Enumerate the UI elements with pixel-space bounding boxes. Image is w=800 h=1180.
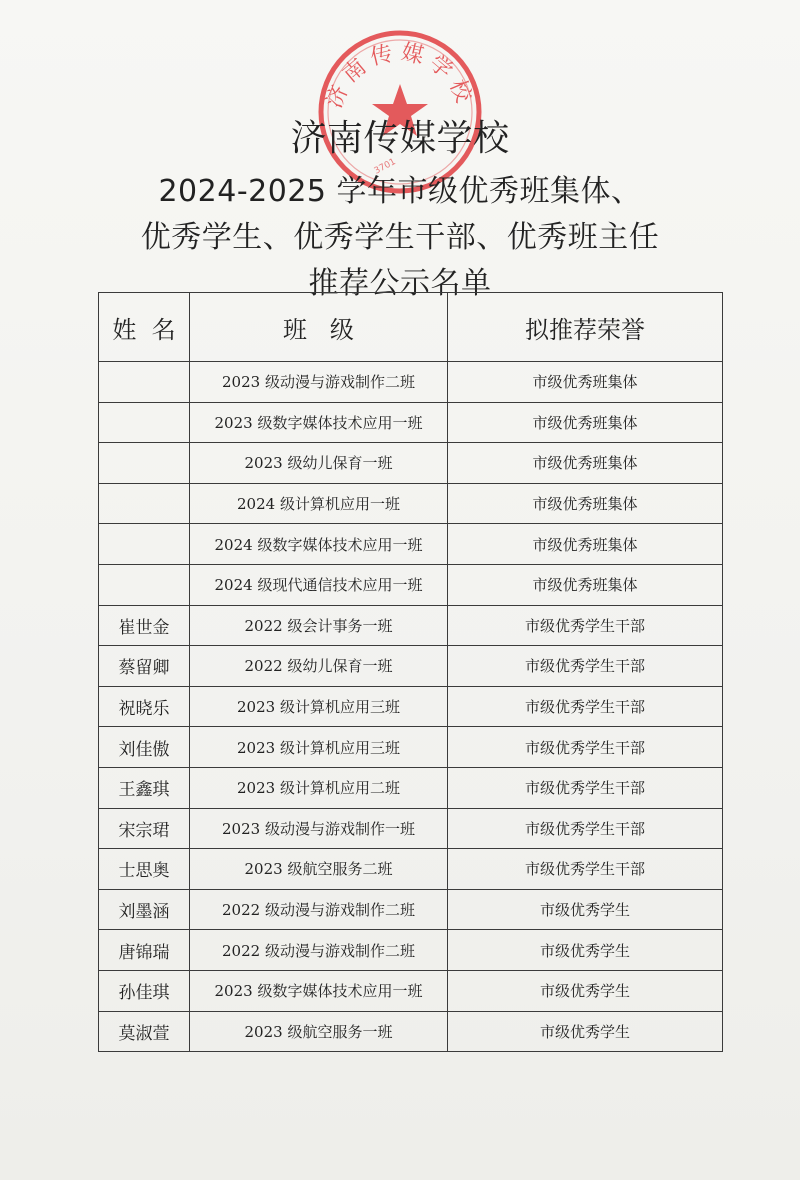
class-cell: 2023 级动漫与游戏制作一班 [190,808,448,849]
name-cell: 莫淑萱 [99,1011,190,1052]
name-cell: 唐锦瑞 [99,930,190,971]
name-cell: 士思奥 [99,849,190,890]
honor-cell: 市级优秀班集体 [448,362,723,403]
honor-cell: 市级优秀班集体 [448,564,723,605]
table-row [99,443,723,484]
name-cell: 崔世金 [99,605,190,646]
honor-cell: 市级优秀学生干部 [448,849,723,890]
class-cell: 2023 级计算机应用三班 [190,686,448,727]
table-header-row [99,293,723,362]
honor-cell: 市级优秀学生干部 [448,646,723,687]
table-row [99,524,723,565]
honor-cell: 市级优秀学生 [448,1011,723,1052]
table-row [99,605,723,646]
table-row [99,849,723,890]
honor-cell: 市级优秀学生干部 [448,808,723,849]
table-row [99,646,723,687]
header-honor: 拟推荐荣誉 [448,293,723,362]
table-row [99,483,723,524]
table-row [99,564,723,605]
name-cell [99,362,190,403]
table-row [99,767,723,808]
header-class: 班 级 [190,293,448,362]
honor-cell: 市级优秀学生干部 [448,686,723,727]
table-row [99,362,723,403]
class-cell: 2024 级数字媒体技术应用一班 [190,524,448,565]
svg-text:济南传媒学校: 济南传媒学校 [321,39,479,112]
name-cell [99,402,190,443]
class-cell: 2023 级计算机应用二班 [190,767,448,808]
class-cell: 2023 级航空服务二班 [190,849,448,890]
class-cell: 2024 级计算机应用一班 [190,483,448,524]
name-cell: 祝晓乐 [99,686,190,727]
name-cell [99,483,190,524]
honor-cell: 市级优秀学生 [448,970,723,1011]
honor-cell: 市级优秀学生 [448,930,723,971]
honor-cell: 市级优秀学生 [448,889,723,930]
honor-cell: 市级优秀学生干部 [448,727,723,768]
table-row [99,970,723,1011]
class-cell: 2023 级动漫与游戏制作二班 [190,362,448,403]
class-cell: 2024 级现代通信技术应用一班 [190,564,448,605]
honor-cell: 市级优秀班集体 [448,483,723,524]
honor-cell: 市级优秀学生干部 [448,767,723,808]
name-cell [99,443,190,484]
table-row [99,930,723,971]
name-cell [99,564,190,605]
name-cell [99,524,190,565]
name-cell: 蔡留卿 [99,646,190,687]
table-row [99,889,723,930]
title-line-2: 2024-2025 学年市级优秀班集体、 [158,174,642,209]
header-name: 姓 名 [99,293,190,362]
table-row [99,1011,723,1052]
table-row [99,727,723,768]
name-cell: 王鑫琪 [99,767,190,808]
honor-cell: 市级优秀学生干部 [448,605,723,646]
svg-text:3701: 3701 [372,157,398,177]
class-cell: 2023 级计算机应用三班 [190,727,448,768]
title-line-4: 推荐公示名单 [308,266,492,301]
name-cell: 宋宗珺 [99,808,190,849]
name-cell: 刘墨涵 [99,889,190,930]
class-cell: 2023 级数字媒体技术应用一班 [190,970,448,1011]
title-line-3: 优秀学生、优秀学生干部、优秀班主任 [140,220,660,255]
class-cell: 2023 级幼儿保育一班 [190,443,448,484]
table-row [99,402,723,443]
table-row [99,808,723,849]
class-cell: 2022 级动漫与游戏制作二班 [190,930,448,971]
honor-cell: 市级优秀班集体 [448,524,723,565]
class-cell: 2022 级会计事务一班 [190,605,448,646]
school-title: 济南传媒学校 [290,118,510,159]
name-cell: 孙佳琪 [99,970,190,1011]
class-cell: 2022 级幼儿保育一班 [190,646,448,687]
name-cell: 刘佳傲 [99,727,190,768]
honor-cell: 市级优秀班集体 [448,402,723,443]
honor-cell: 市级优秀班集体 [448,443,723,484]
class-cell: 2022 级动漫与游戏制作二班 [190,889,448,930]
recommendation-table [98,292,722,1052]
class-cell: 2023 级航空服务一班 [190,1011,448,1052]
class-cell: 2023 级数字媒体技术应用一班 [190,402,448,443]
table-row [99,686,723,727]
